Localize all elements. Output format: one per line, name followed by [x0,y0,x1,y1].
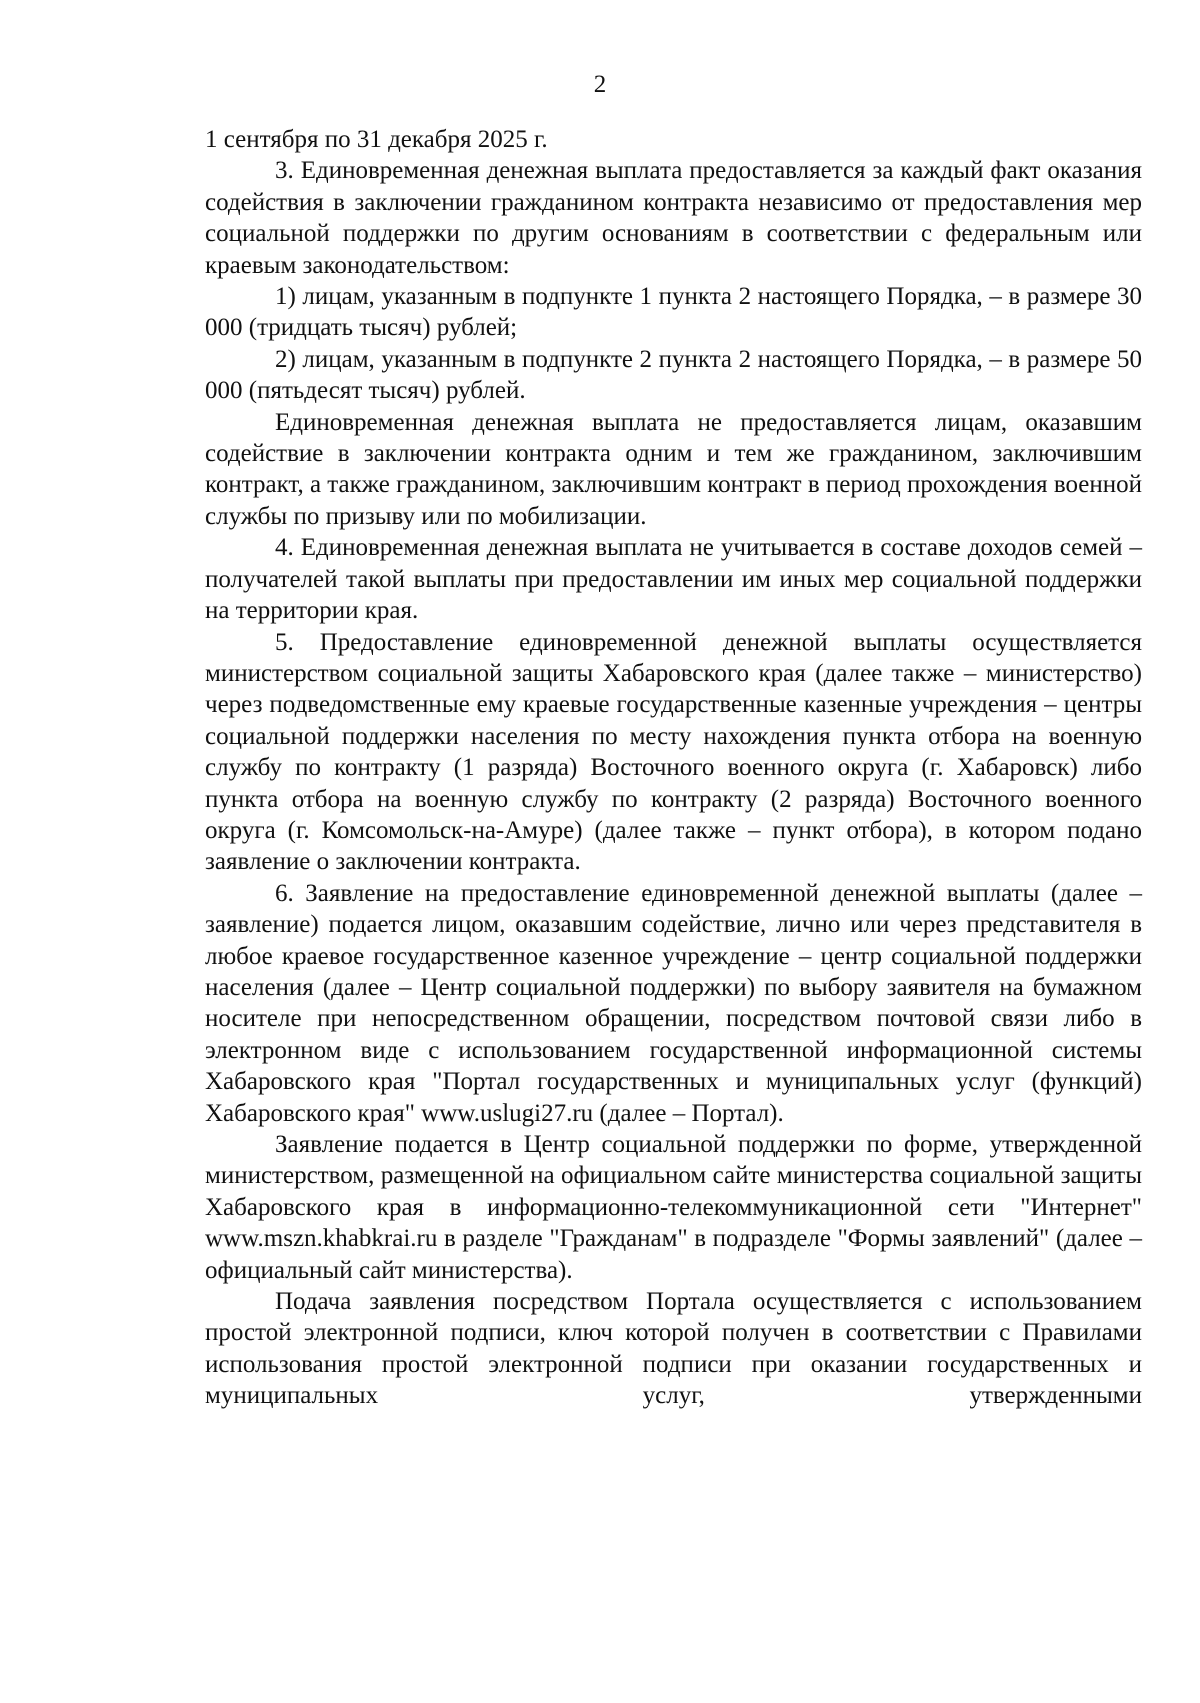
paragraph-subitem-2: 2) лицам, указанным в подпункте 2 пункта 2 настоящего Порядка, – в размере 50 000 (пятьдесят тысяч) рублей. [205,345,1142,405]
paragraph-application-form: Заявление подается в Центр социальной поддержки по форме, утвержденной министерством, размещенной на официальном сайте министерства социальной защиты Хабаровского края в информационно-телекоммуникационной сети "Интернет" www.mszn.khabkrai.ru в разделе "Гражданам" в подразделе "Формы заявлений" (далее – официальный сайт министерства). [205,1131,1142,1284]
paragraph-portal-submission: Подача заявления посредством Портала осуществляется с использованием простой электронной подписи, ключ которой получен в соответствии с Правилами использования простой электронной подписи при оказании государственных и муниципальных услуг, утвержденными [205,1288,1142,1410]
page-number: 2 [593,71,607,98]
paragraph-date-range: 1 сентября по 31 декабря 2025 г. [205,126,548,153]
paragraph-item-3: 3. Единовременная денежная выплата предоставляется за каждый факт оказания содействия в заключении гражданином контракта независимо от предоставления мер социальной поддержки по другим основаниям в соответствии с федеральным или краевым законодательством: [205,157,1142,279]
paragraph-item-6: 6. Заявление на предоставление единовременной денежной выплаты (далее – заявление) подается лицом, оказавшим содействие, лично или через представителя в любое краевое государственное казенное учреждение – центр социальной поддержки населения (далее – Центр социальной поддержки) по выбору заявителя на бумажном носителе при непосредственном обращении, посредством почтовой связи либо в электронном виде с использованием государственной информационной системы Хабаровского края "Портал государственных и муниципальных услуг (функций) Хабаровского края" www.uslugi27.ru (далее – Портал). [205,879,1142,1127]
paragraph-item-5: 5. Предоставление единовременной денежной выплаты осуществляется министерством социальной защиты Хабаровского края (далее также – министерство) через подведомственные ему краевые государственные казенные учреждения – центры социальной поддержки населения по месту нахождения пункта отбора на военную службу по контракту (1 разряда) Восточного военного округа (г. Хабаровск) либо пункта отбора на военную службу по контракту (2 разряда) Восточного военного округа (г. Комсомольск-на-Амуре) (далее также – пункт отбора), в котором подано заявление о заключении контракта. [205,628,1142,876]
paragraph-exclusion: Единовременная денежная выплата не предоставляется лицам, оказавшим содействие в заключении контракта одним и тем же гражданином, заключившим контракт, а также гражданином, заключившим контракт в период прохождения военной службы по призыву или по мобилизации. [205,408,1142,530]
paragraph-item-4: 4. Единовременная денежная выплата не учитывается в составе доходов семей – получателей такой выплаты при предоставлении им иных мер социальной поддержки на территории края. [205,534,1142,625]
paragraph-subitem-1: 1) лицам, указанным в подпункте 1 пункта 2 настоящего Порядка, – в размере 30 000 (тридцать тысяч) рублей; [205,283,1142,342]
document-body [205,124,1142,1412]
